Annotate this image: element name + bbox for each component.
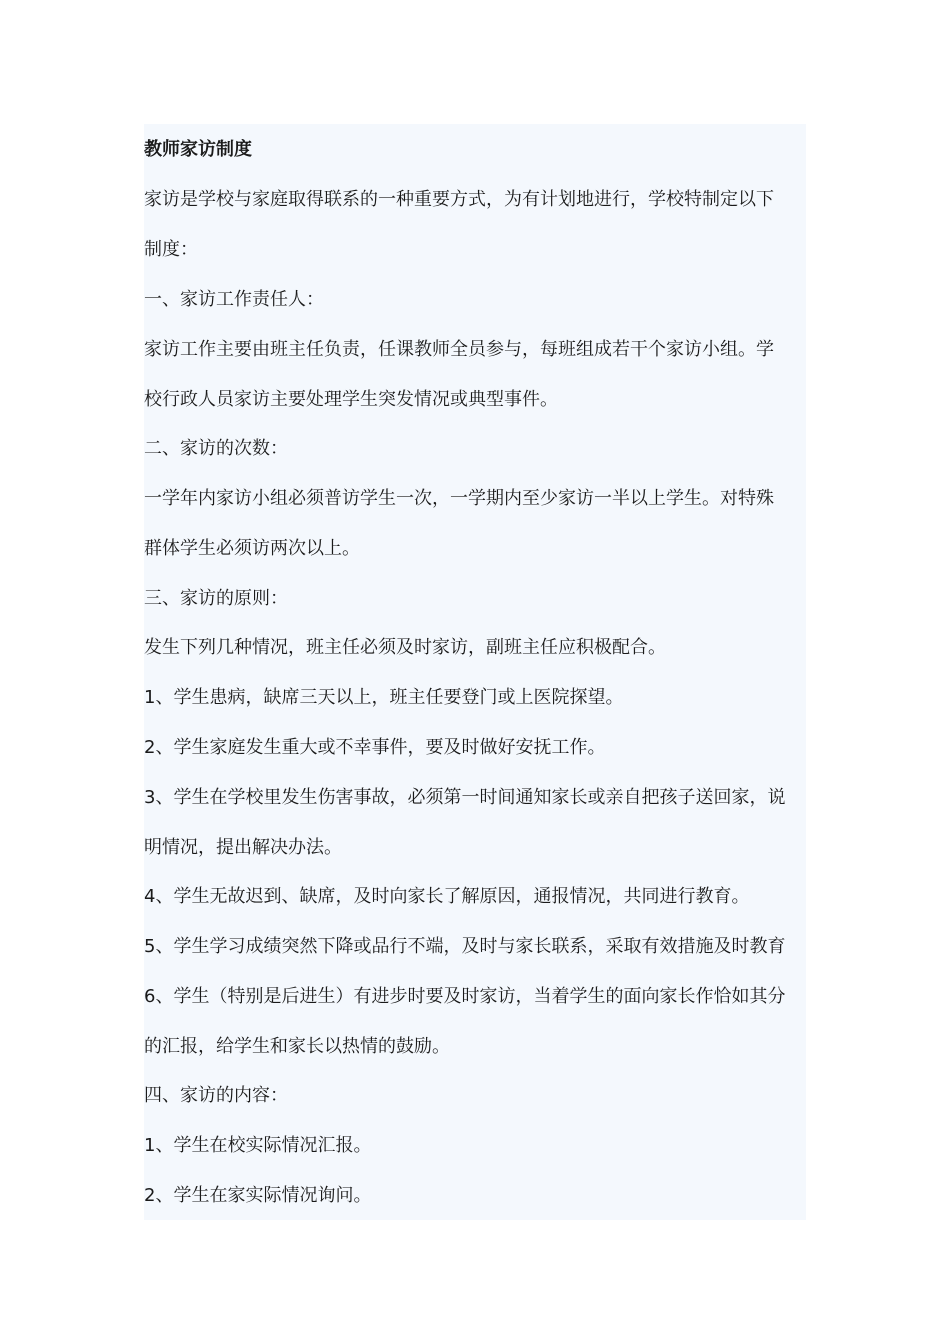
paragraph-line: 一学年内家访小组必须普访学生一次，一学期内至少家访一半以上学生。对特殊 <box>144 488 774 509</box>
list-item: 1、学生在校实际情况汇报。 <box>144 1135 372 1156</box>
list-item: 2、学生家庭发生重大或不幸事件，要及时做好安抚工作。 <box>144 737 606 758</box>
list-item: 4、学生无故迟到、缺席，及时向家长了解原因，通报情况，共同进行教育。 <box>144 886 750 907</box>
list-item: 1、学生患病，缺席三天以上，班主任要登门或上医院探望。 <box>144 687 624 708</box>
list-item: 3、学生在学校里发生伤害事故，必须第一时间通知家长或亲自把孩子送回家，说 <box>144 787 786 808</box>
paragraph-line: 明情况，提出解决办法。 <box>144 837 342 858</box>
list-item: 6、学生（特别是后进生）有进步时要及时家访，当着学生的面向家长作恰如其分 <box>144 986 786 1007</box>
paragraph-line: 制度： <box>144 239 198 260</box>
section-heading: 四、家访的内容： <box>144 1085 288 1106</box>
paragraph-line: 群体学生必须访两次以上。 <box>144 538 360 559</box>
document-title: 教师家访制度 <box>144 139 252 160</box>
paragraph-line: 家访是学校与家庭取得联系的一种重要方式，为有计划地进行，学校特制定以下 <box>144 189 774 210</box>
paragraph-line: 发生下列几种情况，班主任必须及时家访，副班主任应积极配合。 <box>144 637 666 658</box>
list-item: 2、学生在家实际情况询问。 <box>144 1185 372 1206</box>
paragraph-line: 校行政人员家访主要处理学生突发情况或典型事件。 <box>144 389 558 410</box>
section-heading: 二、家访的次数： <box>144 438 288 459</box>
paragraph-line: 的汇报，给学生和家长以热情的鼓励。 <box>144 1036 450 1057</box>
section-heading: 一、家访工作责任人： <box>144 289 324 310</box>
paragraph-line: 家访工作主要由班主任负责，任课教师全员参与，每班组成若干个家访小组。学 <box>144 339 774 360</box>
document-page <box>144 124 806 1220</box>
section-heading: 三、家访的原则： <box>144 588 288 609</box>
list-item: 5、学生学习成绩突然下降或品行不端，及时与家长联系，采取有效措施及时教育 <box>144 936 786 957</box>
